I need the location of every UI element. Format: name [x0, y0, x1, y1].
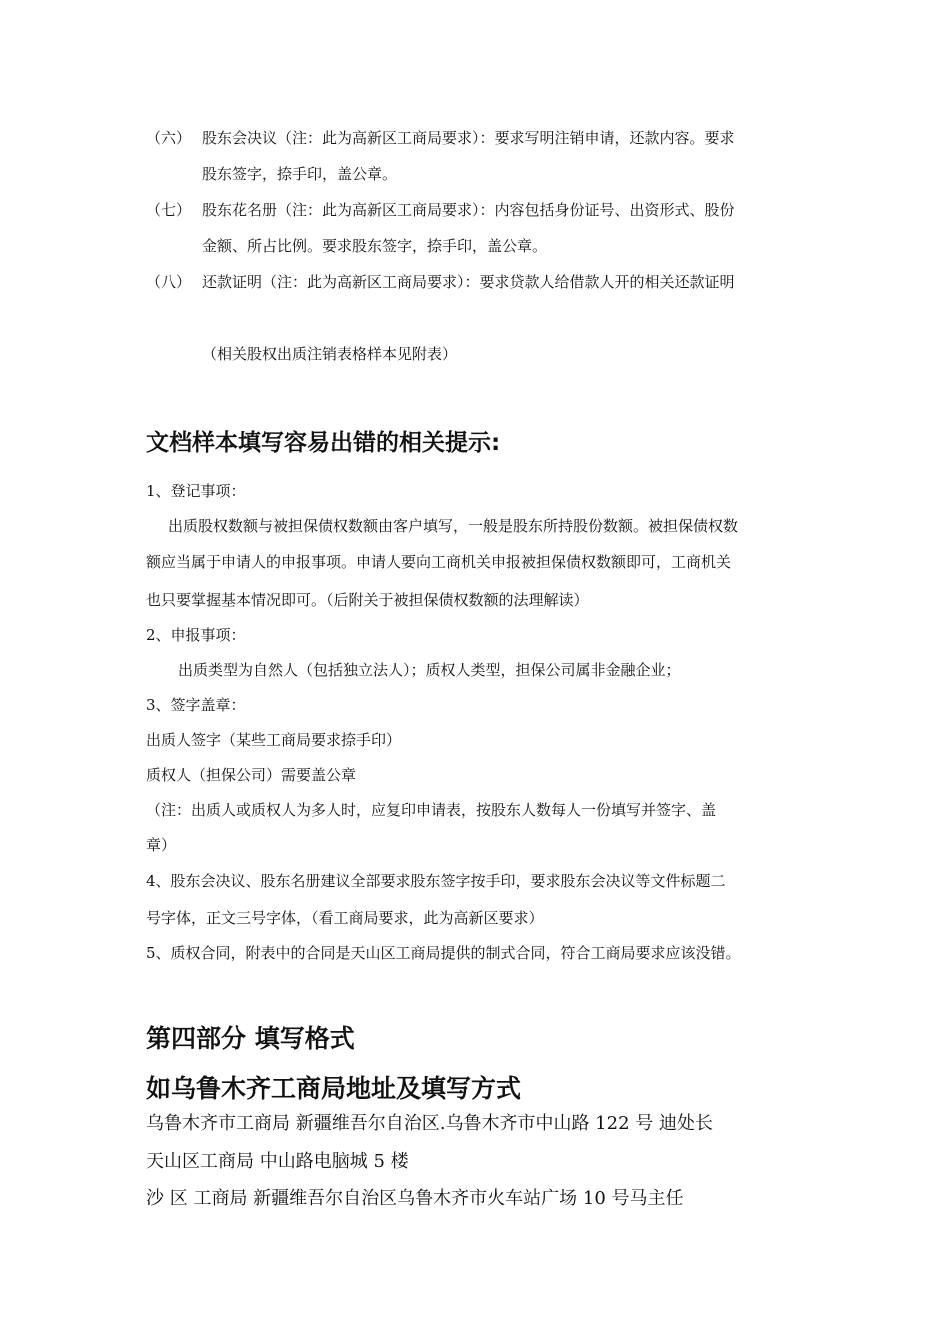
tip-line: 出质人签字（某些工商局要求捺手印）	[146, 731, 402, 749]
requirement-item-7	[146, 199, 826, 269]
requirement-number: （七）	[146, 201, 192, 219]
tip-line: 出质类型为自然人（包括独立法人）；质权人类型，担保公司属非金融企业；	[178, 661, 681, 679]
tip-line: 质权人（担保公司）需要盖公章	[146, 766, 357, 784]
requirement-number: （六）	[146, 129, 192, 147]
requirement-line: 股东花名册（注：此为高新区工商局要求）：内容包括身份证号、出资形式、股份	[202, 201, 735, 219]
requirement-line: 股东会决议（注：此为高新区工商局要求）：要求写明注销申请，还款内容。要求	[202, 129, 735, 147]
tips-heading: 文档样本填写容易出错的相关提示:	[146, 430, 501, 456]
address-line: 乌鲁木齐市工商局 新疆维吾尔自治区.乌鲁木齐市中山路 122 号 迪处长	[146, 1113, 713, 1134]
part4-heading: 第四部分 填写格式	[146, 1024, 355, 1053]
requirement-line: 股东签字，捺手印，盖公章。	[202, 165, 398, 183]
tip-line: （注：出质人或质权人为多人时，应复印申请表，按股东人数每人一份填写并签字、盖	[146, 801, 717, 819]
requirement-line: 还款证明（注：此为高新区工商局要求）：要求贷款人给借款人开的相关还款证明	[202, 273, 735, 291]
tip-line: 号字体，正文三号字体，（看工商局要求，此为高新区要求）	[146, 909, 544, 927]
tip-line: 3、签字盖章：	[146, 696, 246, 714]
tip-line: 也只要掌握基本情况即可。（后附关于被担保债权数额的法理解读）	[146, 591, 589, 609]
tip-line: 4、股东会决议、股东名册建议全部要求股东签字按手印，要求股东会决议等文件标题二	[146, 872, 726, 890]
address-line: 沙 区 工商局 新疆维吾尔自治区乌鲁木齐市火车站广场 10 号马主任	[146, 1188, 684, 1209]
address-line: 天山区工商局 中山路电脑城 5 楼	[146, 1151, 409, 1172]
requirement-line: 金额、所占比例。要求股东签字，捺手印，盖公章。	[202, 237, 548, 255]
sample-note: （相关股权出质注销表格样本见附表）	[202, 345, 458, 363]
tip-line: 1、登记事项：	[146, 482, 246, 500]
tip-line: 2、申报事项：	[146, 626, 246, 644]
requirement-number: （八）	[146, 273, 192, 291]
tip-line: 5、质权合同，附表中的合同是天山区工商局提供的制式合同，符合工商局要求应该没错。	[146, 944, 741, 962]
tip-line: 章）	[146, 836, 177, 854]
tip-line: 出质股权数额与被担保债权数额由客户填写，一般是股东所持股份数额。被担保债权数	[168, 517, 739, 535]
requirement-item-6	[146, 127, 826, 197]
part4-subheading: 如乌鲁木齐工商局地址及填写方式	[146, 1074, 522, 1103]
requirement-item-8	[146, 271, 826, 301]
tip-line: 额应当属于申请人的申报事项。申请人要向工商机关申报被担保债权数额即可，工商机关	[146, 553, 732, 571]
